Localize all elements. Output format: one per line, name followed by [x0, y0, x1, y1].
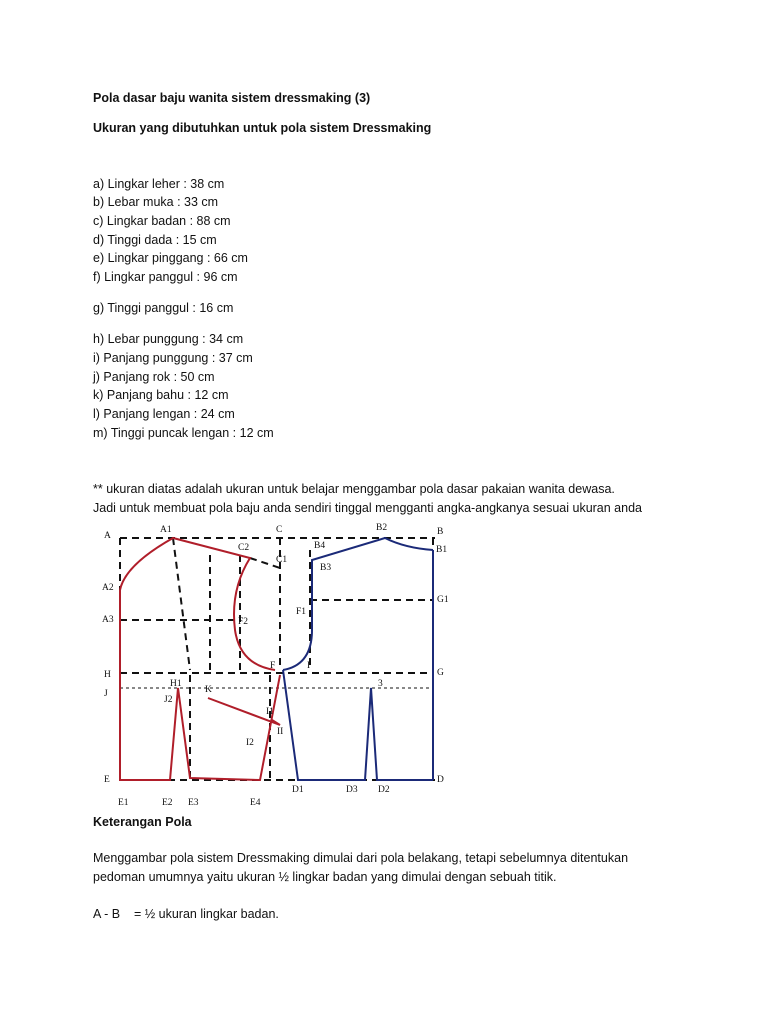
list-item: k) Panjang bahu : 12 cm — [93, 388, 229, 402]
label-G1: G1 — [437, 595, 449, 605]
label-E3: E3 — [188, 798, 199, 808]
paragraph-line: pedoman umumnya yaitu ukuran ½ lingkar badan yang dimulai dengan sebuah titik. — [93, 870, 557, 884]
label-D2: D2 — [378, 785, 390, 795]
dress-pattern-diagram — [100, 520, 460, 810]
label-A: A — [104, 531, 111, 541]
formula-line: A - B = ½ ukuran lingkar badan. — [93, 907, 279, 921]
list-item: i) Panjang punggung : 37 cm — [93, 351, 253, 365]
label-B2: B2 — [376, 523, 388, 533]
label-A2: A2 — [102, 583, 114, 593]
label-I2: I2 — [246, 738, 254, 748]
page-subtitle: Ukuran yang dibutuhkan untuk pola sistem Dressmaking — [93, 121, 432, 135]
list-item: c) Lingkar badan : 88 cm — [93, 214, 231, 228]
front-bodice-outline — [283, 538, 433, 670]
list-item: h) Lebar punggung : 34 cm — [93, 332, 244, 346]
label-J: J — [104, 689, 108, 699]
front-skirt-outline — [283, 670, 433, 780]
list-item: a) Lingkar leher : 38 cm — [93, 177, 225, 191]
label-E: E — [104, 775, 110, 785]
label-F2: F2 — [238, 617, 249, 627]
label-F1: F1 — [296, 607, 307, 617]
label-J2: J2 — [164, 695, 173, 705]
front-pattern — [283, 538, 433, 780]
note-line: ** ukuran diatas adalah ukuran untuk belajar menggambar pola dasar pakaian wanita dewasa. — [93, 482, 615, 496]
label-I1: I1 — [266, 707, 274, 717]
label-II: II — [277, 727, 284, 737]
label-B3: B3 — [320, 563, 332, 573]
label-E2: E2 — [162, 798, 173, 808]
list-item: b) Lebar muka : 33 cm — [93, 195, 219, 209]
label-B: B — [437, 527, 444, 537]
label-H: H — [104, 670, 111, 680]
label-D: D — [437, 775, 444, 785]
list-item: f) Lingkar panggul : 96 cm — [93, 270, 238, 284]
back-skirt-outline — [120, 673, 280, 780]
list-item: j) Panjang rok : 50 cm — [93, 370, 215, 384]
label-E1: E1 — [118, 798, 129, 808]
list-item: l) Panjang lengan : 24 cm — [93, 407, 235, 421]
label-A3: A3 — [102, 615, 114, 625]
list-item: d) Tinggi dada : 15 cm — [93, 233, 217, 247]
label-D1: D1 — [292, 785, 304, 795]
list-item: e) Lingkar pinggang : 66 cm — [93, 251, 248, 265]
label-C: C — [276, 525, 283, 535]
list-item: m) Tinggi puncak lengan : 12 cm — [93, 426, 274, 440]
label-C2: C2 — [238, 543, 250, 553]
label-G: G — [437, 668, 444, 678]
label-B4: B4 — [314, 541, 326, 551]
section-heading: Keterangan Pola — [93, 815, 192, 829]
label-H1: H1 — [170, 679, 182, 689]
list-item: g) Tinggi panggul : 16 cm — [93, 301, 234, 315]
paragraph-line: Menggambar pola sistem Dressmaking dimulai dari pola belakang, tetapi sebelumnya ditentukan — [93, 851, 629, 865]
label-I-small: I — [307, 661, 311, 671]
label-E4: E4 — [250, 798, 261, 808]
label-K: K — [205, 685, 212, 695]
back-pattern — [120, 538, 280, 780]
label-B1: B1 — [436, 545, 448, 555]
guide-line-a1-diag — [173, 538, 190, 670]
label-3: 3 — [378, 679, 383, 689]
label-C1: C1 — [276, 555, 288, 565]
guide-lines — [120, 538, 435, 780]
page-title: Pola dasar baju wanita sistem dressmaking (3) — [93, 91, 371, 105]
label-D3: D3 — [346, 785, 358, 795]
label-A1: A1 — [160, 525, 172, 535]
label-F: F — [270, 661, 276, 671]
note-line: Jadi untuk membuat pola baju anda sendiri tinggal mengganti angka-angkanya sesuai ukuran anda — [93, 501, 642, 515]
